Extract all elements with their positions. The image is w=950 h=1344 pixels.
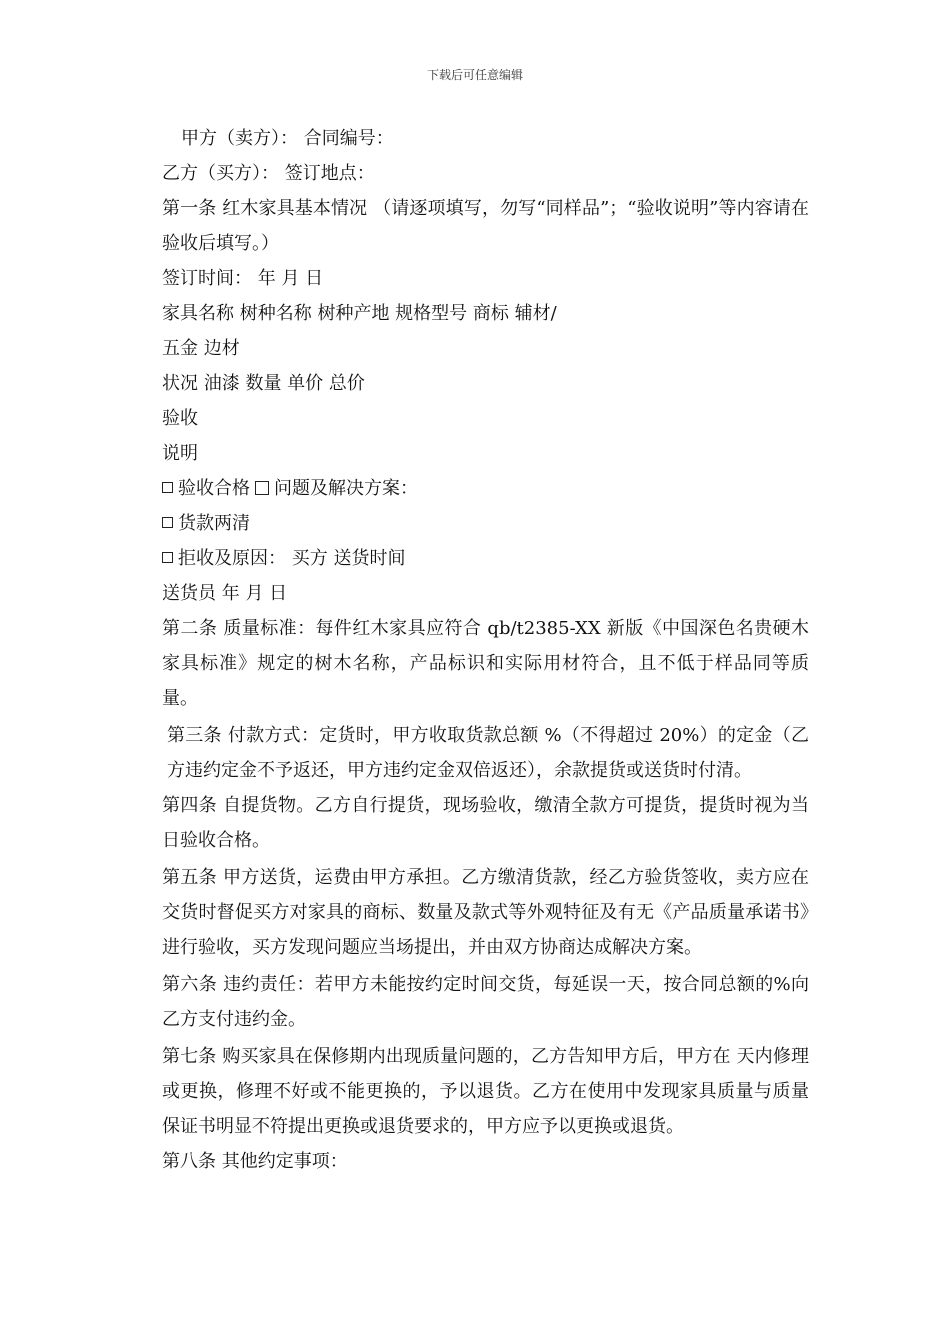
sign-time-line: 签订时间： 年 月 日 (162, 268, 324, 289)
table-row-2: 五金 边材 (162, 338, 240, 359)
delivery-line: 送货员 年 月 日 (162, 583, 288, 604)
header-note: 下载后可任意编辑 (426, 68, 523, 82)
checkbox-icon[interactable] (162, 552, 173, 563)
article-5: 第五条 甲方送货，运费由甲方承担。乙方缴清货款，经乙方验货签收，卖方应在交货时督促买方对家具的商标、数量及款式等外观特征及有无《产品质量承诺书》进行验收，买方发现问题应当场提出，并由双方协商达成解决方案。 (162, 867, 809, 958)
checkbox-icon[interactable] (162, 517, 173, 528)
checkbox-line-2 (145, 506, 809, 541)
table-row-5: 说明 (162, 443, 198, 464)
check-issue-label: 问题及解决方案： (274, 478, 418, 499)
article-7: 第七条 购买家具在保修期内出现质量问题的，乙方告知甲方后，甲方在 天内修理或更换，修理不好或不能更换的，予以退货。乙方在使用中发现家具质量与质量保证书明显不符提出更换或退货要求的，甲方应予以更换或退货。 (162, 1046, 809, 1137)
check-accept-label: 验收合格 (178, 478, 250, 499)
article-3: 第三条 付款方式：定货时，甲方收取货款总额 %（不得超过 20%）的定金（乙方违约定金不予返还，甲方违约定金双倍返还），余款提货或送货时付清。 (167, 725, 809, 781)
article-2: 第二条 质量标准：每件红木家具应符合 qb/t2385-XX 新版《中国深色名贵硬木家具标准》规定的树木名称，产品标识和实际用材符合，且不低于样品同等质量。 (162, 618, 809, 709)
party-b-line: 乙方（买方）： 签订地点： (162, 163, 375, 184)
check-paid-label: 货款两清 (178, 513, 250, 534)
table-row-3: 状况 油漆 数量 单价 总价 (162, 373, 365, 394)
article-1: 第一条 红木家具基本情况 （请逐项填写，勿写“同样品”；“验收说明”等内容请在验收后填写。） (162, 198, 809, 254)
checkbox-line-3 (145, 541, 809, 576)
party-a-line: 甲方（卖方）： 合同编号： (181, 128, 394, 149)
checkbox-icon[interactable] (255, 481, 269, 495)
table-row-1: 家具名称 树种名称 树种产地 规格型号 商标 辅材/ (162, 303, 557, 324)
checkbox-icon[interactable] (162, 482, 173, 493)
article-6: 第六条 违约责任：若甲方未能按约定时间交货，每延误一天，按合同总额的%向乙方支付违约金。 (162, 974, 809, 1030)
contract-body (145, 121, 809, 1179)
checkbox-line-1 (145, 471, 809, 506)
check-reject-label: 拒收及原因： 买方 送货时间 (178, 548, 406, 569)
article-4: 第四条 自提货物。乙方自行提货，现场验收，缴清全款方可提货，提货时视为当日验收合格。 (162, 795, 809, 851)
table-row-4: 验收 (162, 408, 198, 429)
article-8: 第八条 其他约定事项： (162, 1151, 348, 1172)
